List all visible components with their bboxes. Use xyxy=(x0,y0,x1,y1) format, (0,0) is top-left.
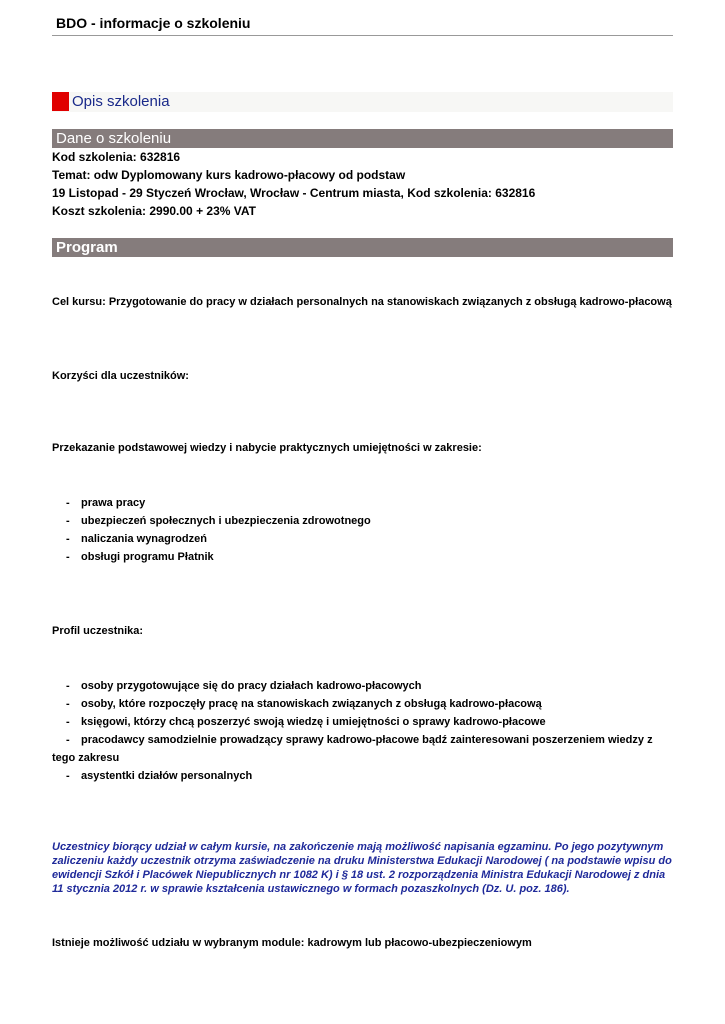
list-item-continuation: tego zakresu xyxy=(52,752,120,764)
description-section-bar xyxy=(52,92,673,112)
list-item: - prawa pracy xyxy=(66,497,146,509)
details-section-bar xyxy=(52,129,673,148)
exam-note: Uczestnicy biorący udział w całym kursie, na zakończenie mają możliwość napisania egzaminu. Po jego pozytywnym zaliczeniu każdy uczestnik otrzyma zaświadczenie na druku Ministerstwa Edukacji Narodowej ( na podstawie wpisu do ewidencji Szkół i Placówek Niepublicznych nr 1082 K) i § 18 ust. 2 rozporządzenia Ministra Edukacji Narodowej z dnia 11 stycznia 2012 r. w sprawie kształcenia ustawicznego w formach pozaszkolnych (Dz. U. poz. 186). xyxy=(52,841,672,895)
training-code: Kod szkolenia: 632816 xyxy=(52,150,181,164)
profile-heading: Profil uczestnika: xyxy=(52,625,144,637)
training-cost: Koszt szkolenia: 2990.00 + 23% VAT xyxy=(52,204,256,218)
list-item: - pracodawcy samodzielnie prowadzący sprawy kadrowo-płacowe bądź zainteresowani poszerzeniem wiedzy z xyxy=(66,734,653,746)
description-section-title: Opis szkolenia xyxy=(72,93,170,110)
list-item: - ubezpieczeń społecznych i ubezpieczenia zdrowotnego xyxy=(66,515,371,527)
page-title: BDO - informacje o szkoleniu xyxy=(56,15,251,31)
header-divider xyxy=(52,35,673,36)
program-section-bar xyxy=(52,238,673,257)
list-item: - osoby, które rozpoczęły pracę na stanowiskach związanych z obsługą kadrowo-płacową xyxy=(66,698,542,710)
benefits-heading: Korzyści dla uczestników: xyxy=(52,370,189,382)
list-item: - księgowi, którzy chcą poszerzyć swoją wiedzę i umiejętności o sprawy kadrowo-płacowe xyxy=(66,716,546,728)
list-item: - obsługi programu Płatnik xyxy=(66,551,214,563)
list-item: - osoby przygotowujące się do pracy działach kadrowo-płacowych xyxy=(66,680,422,692)
modules-info: Istnieje możliwość udziału w wybranym module: kadrowym lub płacowo-ubezpieczeniowym xyxy=(52,937,532,949)
training-dates-place: 19 Listopad - 29 Styczeń Wrocław, Wrocław - Centrum miasta, Kod szkolenia: 632816 xyxy=(52,186,536,200)
details-section-title: Dane o szkoleniu xyxy=(56,130,172,147)
program-section-title: Program xyxy=(56,239,118,256)
list-item: - naliczania wynagrodzeń xyxy=(66,533,207,545)
course-goal: Cel kursu: Przygotowanie do pracy w działach personalnych na stanowiskach związanych z obsługą kadrowo-płacową xyxy=(52,296,672,308)
list-item: - asystentki działów personalnych xyxy=(66,770,253,782)
knowledge-heading: Przekazanie podstawowej wiedzy i nabycie praktycznych umiejętności w zakresie: xyxy=(52,442,482,454)
red-square-icon xyxy=(52,92,69,111)
training-topic: Temat: odw Dyplomowany kurs kadrowo-płacowy od podstaw xyxy=(52,168,406,182)
